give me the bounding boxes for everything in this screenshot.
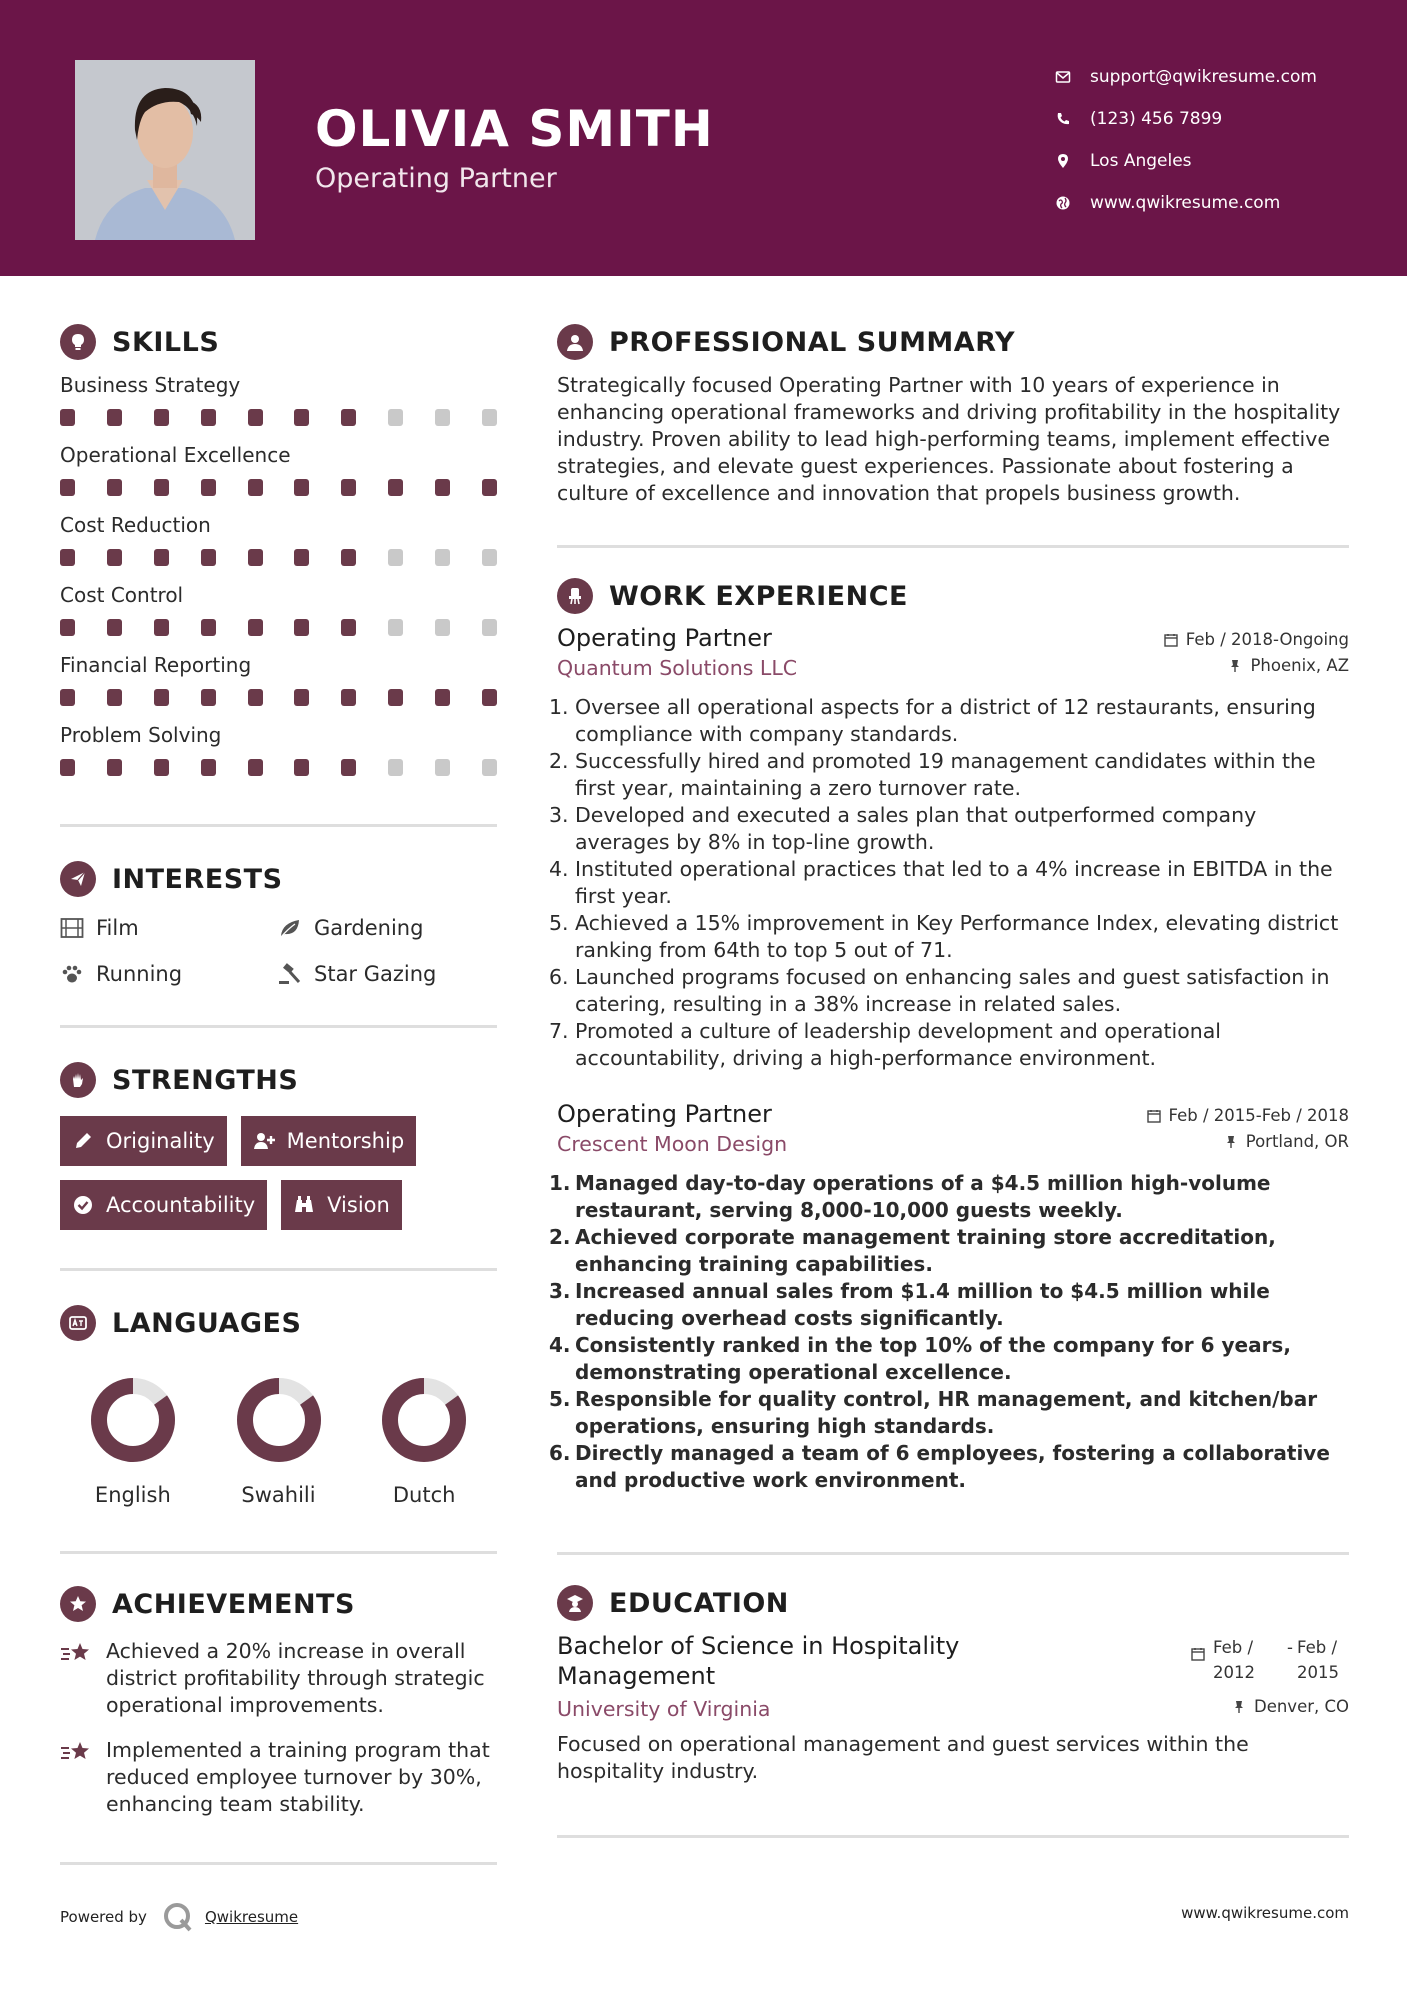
interests-list <box>60 913 497 989</box>
skill-rating-dot <box>388 689 403 706</box>
section-divider <box>60 1268 497 1271</box>
skill-rating-dot <box>248 689 263 706</box>
envelope-icon <box>1055 69 1071 85</box>
skill-rating-dot <box>60 619 75 636</box>
list-item: 6. Launched programs focused on enhancing sales and guest satisfaction in catering, resulting in a 38% increase in related sales. <box>549 965 1330 1016</box>
company-name: Quantum Solutions LLC <box>557 656 798 680</box>
shooting-star-icon <box>60 1739 94 1767</box>
user-plus-icon <box>253 1130 275 1152</box>
skill-rating-dot <box>107 409 122 426</box>
right-column <box>549 300 1349 1838</box>
skill-rating-dot <box>60 759 75 776</box>
skills-list <box>60 370 497 784</box>
interest-item: Film <box>60 913 278 943</box>
section-divider <box>60 1862 497 1865</box>
contact-email-text: support@qwikresume.com <box>1090 67 1317 87</box>
gavel-icon <box>278 963 302 985</box>
strengths-heading: STRENGTHS <box>60 1058 497 1102</box>
skill-name: Cost Reduction <box>60 513 211 537</box>
contact-location-text: Los Angeles <box>1090 151 1192 171</box>
skill-rating-dot <box>154 689 169 706</box>
contact-website-text: www.qwikresume.com <box>1090 193 1281 213</box>
skill-rating-dot <box>435 619 450 636</box>
shooting-star-icon <box>60 1640 94 1668</box>
list-item: 4. Consistently ranked in the top 10% of the company for 6 years, demonstrating operational excellence. <box>549 1333 1291 1384</box>
skill-rating-dot <box>388 409 403 426</box>
skill-rating-dot <box>482 689 497 706</box>
languages-heading: LANGUAGES <box>60 1301 497 1345</box>
education-description: Focused on operational management and guest services within the hospitality industry. <box>557 1732 1249 1783</box>
calendar-icon <box>1147 1109 1161 1123</box>
skill-rating-dot <box>435 689 450 706</box>
language-donut <box>379 1375 469 1465</box>
language-item <box>60 1375 206 1507</box>
list-item: 3. Developed and executed a sales plan that outperformed company averages by 8% in top-line growth. <box>549 803 1257 854</box>
contact-website[interactable] <box>1055 182 1385 224</box>
strengths-list <box>60 1116 497 1230</box>
skill-rating-dot <box>341 689 356 706</box>
education-dates: Feb / 2012 - Feb / 2015 <box>1191 1635 1349 1685</box>
skill-rating-dot <box>482 619 497 636</box>
language-item <box>206 1375 352 1507</box>
star-badge-icon <box>60 1586 96 1622</box>
job-entry <box>549 624 1349 1072</box>
skill-rating-dot <box>60 479 75 496</box>
skill-rating-dot <box>388 619 403 636</box>
skill-rating-dot <box>435 479 450 496</box>
skill-rating <box>60 680 497 714</box>
skill-rating-dot <box>482 549 497 566</box>
strength-chip: Mentorship <box>241 1116 416 1166</box>
skill-rating-dot <box>388 549 403 566</box>
company-name: Crescent Moon Design <box>557 1132 788 1156</box>
skill-rating-dot <box>294 409 309 426</box>
summary-text: Strategically focused Operating Partner with 10 years of experience in enhancing operational frameworks and driving profitability in the hospitality industry. Proven ability to lead high-performing teams, implement effective strategies, and elevate guest experiences. Passionate about fostering a culture of excellence and innovation that propels business growth. <box>557 373 1341 505</box>
lightbulb-icon <box>60 324 96 360</box>
section-divider <box>557 1552 1349 1555</box>
section-divider <box>60 824 497 827</box>
paw-icon <box>60 963 84 985</box>
chair-icon <box>557 578 593 614</box>
job-location: Phoenix, AZ <box>1228 656 1349 675</box>
candidate-name: OLIVIA SMITH <box>315 100 714 158</box>
job-responsibilities <box>549 694 1349 1072</box>
skill-rating-dot <box>107 619 122 636</box>
summary-heading: PROFESSIONAL SUMMARY <box>557 320 1349 364</box>
job-responsibilities <box>549 1170 1349 1494</box>
globe-icon <box>1055 195 1071 211</box>
interest-item: Running <box>60 959 278 989</box>
skill-rating-dot <box>294 479 309 496</box>
skill-rating-dot <box>482 759 497 776</box>
education-heading: EDUCATION <box>557 1581 1349 1625</box>
skill-rating-dot <box>435 759 450 776</box>
skill-rating-dot <box>201 759 216 776</box>
skill-rating-dot <box>154 759 169 776</box>
qwikresume-logo-icon <box>161 1900 195 1934</box>
section-divider <box>557 1835 1349 1838</box>
experience-heading: WORK EXPERIENCE <box>557 574 1349 618</box>
map-pin-icon <box>1055 153 1071 169</box>
skill-rating-dot <box>341 619 356 636</box>
language-donut <box>234 1375 324 1465</box>
list-item: 1. Managed day-to-day operations of a $4.5 million high-volume restaurant, serving 8,000-10,000 guests weekly. <box>549 1171 1271 1222</box>
footer-powered-by: Powered by Qwikresume <box>60 1900 298 1934</box>
skill-rating-dot <box>341 409 356 426</box>
school-name: University of Virginia <box>557 1697 771 1721</box>
skill-rating <box>60 610 497 644</box>
skill-rating-dot <box>248 619 263 636</box>
skill-rating-dot <box>107 479 122 496</box>
list-item: 4. Instituted operational practices that led to a 4% increase in EBITDA in the first year. <box>549 857 1333 908</box>
job-title: Operating Partner <box>557 1100 772 1128</box>
calendar-icon <box>1191 1647 1205 1661</box>
skill-rating-dot <box>107 689 122 706</box>
contact-phone[interactable] <box>1055 98 1385 140</box>
skill-rating-dot <box>482 409 497 426</box>
skill-rating-dot <box>154 619 169 636</box>
job-dates: Feb / 2018-Ongoing <box>1164 630 1349 649</box>
achievement-item: Implemented a training program that reduced employee turnover by 30%, enhancing team stability. <box>60 1737 497 1818</box>
skill-rating-dot <box>482 479 497 496</box>
skill-rating-dot <box>294 619 309 636</box>
job-title: Operating Partner <box>557 624 772 652</box>
skill-rating-dot <box>388 759 403 776</box>
list-item: 5. Achieved a 15% improvement in Key Performance Index, elevating district ranking from 64th to top 5 out of 71. <box>549 911 1339 962</box>
skill-rating <box>60 540 497 574</box>
skill-rating-dot <box>154 479 169 496</box>
skill-rating-dot <box>294 689 309 706</box>
list-item: 1. Oversee all operational aspects for a district of 12 restaurants, ensuring compliance with company standards. <box>549 695 1316 746</box>
skill-name: Operational Excellence <box>60 443 291 467</box>
calendar-icon <box>1164 633 1178 647</box>
contact-phone-text: (123) 456 7899 <box>1090 109 1223 129</box>
skill-rating <box>60 470 497 504</box>
footer-url[interactable]: www.qwikresume.com <box>1181 1904 1349 1922</box>
skill-rating-dot <box>201 409 216 426</box>
achievements-heading: ACHIEVEMENTS <box>60 1582 497 1626</box>
skill-rating-dot <box>248 409 263 426</box>
list-item: 2. Successfully hired and promoted 19 management candidates within the first year, maintaining a zero turnover rate. <box>549 749 1316 800</box>
skill-rating-dot <box>60 549 75 566</box>
list-item: 6. Directly managed a team of 6 employees, fostering a collaborative and productive work environment. <box>549 1441 1330 1492</box>
phone-icon <box>1055 111 1071 127</box>
pushpin-icon <box>1232 1700 1246 1714</box>
skill-rating-dot <box>60 409 75 426</box>
language-name: Swahili <box>241 1483 316 1507</box>
strength-chip: Accountability <box>60 1180 267 1230</box>
strength-chip: Vision <box>281 1180 402 1230</box>
section-divider <box>557 545 1349 548</box>
achievement-item: Achieved a 20% increase in overall district profitability through strategic operational improvements. <box>60 1638 497 1719</box>
skill-rating-dot <box>201 549 216 566</box>
resume-header <box>0 0 1407 276</box>
skill-name: Problem Solving <box>60 723 222 747</box>
section-divider <box>60 1025 497 1028</box>
skill-rating-dot <box>341 759 356 776</box>
language-donut <box>88 1375 178 1465</box>
skill-rating-dot <box>201 619 216 636</box>
skill-rating <box>60 750 497 784</box>
section-divider <box>60 1551 497 1554</box>
skill-rating-dot <box>248 759 263 776</box>
language-card-icon <box>60 1305 96 1341</box>
language-item <box>351 1375 497 1507</box>
language-name: Dutch <box>392 1483 456 1507</box>
skill-rating-dot <box>201 479 216 496</box>
pushpin-icon <box>1224 1135 1238 1149</box>
pushpin-icon <box>1228 659 1242 673</box>
skill-rating-dot <box>435 409 450 426</box>
skill-rating-dot <box>107 549 122 566</box>
job-entry <box>549 1100 1349 1494</box>
education-location: Denver, CO <box>1232 1697 1349 1716</box>
language-name: English <box>94 1483 171 1507</box>
list-item: 7. Promoted a culture of leadership development and operational accountability, driving a high-performance environment. <box>549 1019 1222 1070</box>
education-entry <box>557 1631 1349 1785</box>
pencil-icon <box>72 1130 94 1152</box>
check-circle-icon <box>72 1194 94 1216</box>
job-dates: Feb / 2015-Feb / 2018 <box>1147 1106 1349 1125</box>
skill-rating-dot <box>154 549 169 566</box>
skill-rating-dot <box>341 549 356 566</box>
skill-rating-dot <box>294 759 309 776</box>
languages-list <box>60 1375 497 1507</box>
skill-name: Business Strategy <box>60 373 241 397</box>
skill-rating-dot <box>294 549 309 566</box>
contact-location <box>1055 140 1385 182</box>
list-item: 2. Achieved corporate management training store accreditation, enhancing training capabilities. <box>549 1225 1276 1276</box>
candidate-role: Operating Partner <box>315 163 557 194</box>
binoculars-icon <box>293 1194 315 1216</box>
skill-rating-dot <box>201 689 216 706</box>
skill-name: Cost Control <box>60 583 184 607</box>
contact-list <box>1055 56 1385 224</box>
portrait-illustration <box>75 60 255 240</box>
job-location: Portland, OR <box>1224 1132 1349 1151</box>
profile-photo <box>75 60 255 240</box>
skills-heading: SKILLS <box>60 320 497 364</box>
interest-item: Gardening <box>278 913 496 943</box>
skill-rating-dot <box>248 549 263 566</box>
strength-chip: Originality <box>60 1116 227 1166</box>
degree-name: Bachelor of Science in Hospitality Management <box>557 1632 960 1690</box>
list-item: 3. Increased annual sales from $1.4 million to $4.5 million while reducing overhead costs significantly. <box>549 1279 1270 1330</box>
skill-rating-dot <box>107 759 122 776</box>
skill-rating-dot <box>435 549 450 566</box>
interests-heading: INTERESTS <box>60 857 497 901</box>
skill-name: Financial Reporting <box>60 653 252 677</box>
leaf-icon <box>278 917 302 939</box>
skill-rating <box>60 400 497 434</box>
skill-rating-dot <box>154 409 169 426</box>
film-icon <box>60 917 84 939</box>
contact-email[interactable] <box>1055 56 1385 98</box>
interest-item: Star Gazing <box>278 959 496 989</box>
skill-rating-dot <box>248 479 263 496</box>
skill-rating-dot <box>388 479 403 496</box>
skill-rating-dot <box>341 479 356 496</box>
user-icon <box>557 324 593 360</box>
paper-plane-icon <box>60 861 96 897</box>
hand-icon <box>60 1062 96 1098</box>
left-column <box>60 300 497 1865</box>
graduate-icon <box>557 1585 593 1621</box>
list-item: 5. Responsible for quality control, HR management, and kitchen/bar operations, ensuring high standards. <box>549 1387 1318 1438</box>
qwikresume-link[interactable]: Qwikresume <box>204 1908 299 1926</box>
skill-rating-dot <box>60 689 75 706</box>
